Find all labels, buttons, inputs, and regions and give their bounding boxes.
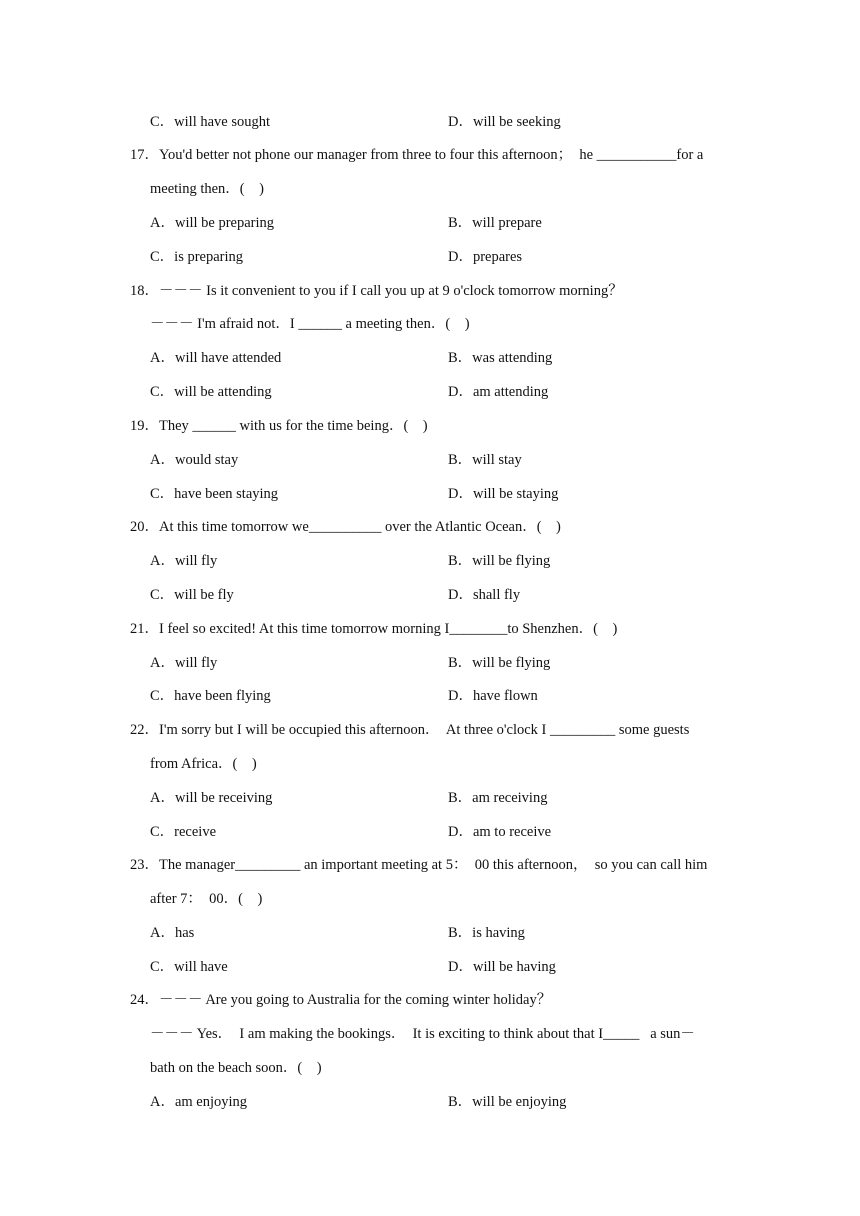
question-20: 20．At this time tomorrow we__________ over the Atlantic Ocean．( ) xyxy=(130,519,561,535)
option-d: D．have flown xyxy=(448,688,538,704)
question-17: 17．You'd better not phone our manager from three to four this afternoon； he ___________for a xyxy=(130,147,704,163)
option-b: B．will be enjoying xyxy=(448,1094,567,1110)
question-22: 22．I'm sorry but I will be occupied this afternoon． At three o'clock I _________ some guests xyxy=(130,722,690,738)
question-22-continued: from Africa．( ) xyxy=(150,756,257,772)
question-24-continued: bath on the beach soon．( ) xyxy=(150,1060,322,1076)
option-b: B．will be flying xyxy=(448,553,551,569)
question-18: 18．－－－ Is it convenient to you if I call you up at 9 o'clock tomorrow morning？ xyxy=(130,283,623,299)
question-24: 24．－－－ Are you going to Australia for the coming winter holiday？ xyxy=(130,992,552,1008)
option-c: C．receive xyxy=(150,824,217,840)
option-a: A．am enjoying xyxy=(150,1094,248,1110)
option-c: C．have been flying xyxy=(150,688,271,704)
option-a: A．will be receiving xyxy=(150,790,273,806)
option-b: B．will prepare xyxy=(448,215,542,231)
option-b: B．was attending xyxy=(448,350,553,366)
option-a: A．has xyxy=(150,925,195,941)
option-b: B．will stay xyxy=(448,452,522,468)
option-a: A．will fly xyxy=(150,553,218,569)
question-19: 19．They ______ with us for the time being．( ) xyxy=(130,418,428,434)
question-24-answer: －－－ Yes． I am making the bookings． It is exciting to think about that I_____ a sun－ xyxy=(150,1026,695,1042)
option-d: D．will be seeking xyxy=(448,114,561,130)
option-d: D．am attending xyxy=(448,384,549,400)
question-23-continued: after 7： 00．( ) xyxy=(150,891,263,907)
option-a: A．will be preparing xyxy=(150,215,275,231)
option-c: C．will be fly xyxy=(150,587,234,603)
option-a: A．will fly xyxy=(150,655,218,671)
question-21: 21．I feel so excited! At this time tomorrow morning I________to Shenzhen．( ) xyxy=(130,621,618,637)
option-d: D．prepares xyxy=(448,249,523,265)
option-d: D．will be staying xyxy=(448,486,559,502)
option-c: C．will be attending xyxy=(150,384,272,400)
option-c: C．will have xyxy=(150,959,228,975)
option-a: A．would stay xyxy=(150,452,239,468)
option-d: D．will be having xyxy=(448,959,556,975)
option-c: C．will have sought xyxy=(150,114,271,130)
option-b: B．am receiving xyxy=(448,790,548,806)
option-c: C．have been staying xyxy=(150,486,279,502)
option-d: D．am to receive xyxy=(448,824,552,840)
question-23: 23．The manager_________ an important meeting at 5： 00 this afternoon， so you can call him xyxy=(130,857,708,873)
option-b: B．will be flying xyxy=(448,655,551,671)
option-c: C．is preparing xyxy=(150,249,244,265)
option-b: B．is having xyxy=(448,925,525,941)
option-a: A．will have attended xyxy=(150,350,282,366)
question-17-continued: meeting then．( ) xyxy=(150,181,264,197)
question-18-continued: －－－ I'm afraid not．I ______ a meeting then．( ) xyxy=(150,316,470,332)
option-d: D．shall fly xyxy=(448,587,521,603)
